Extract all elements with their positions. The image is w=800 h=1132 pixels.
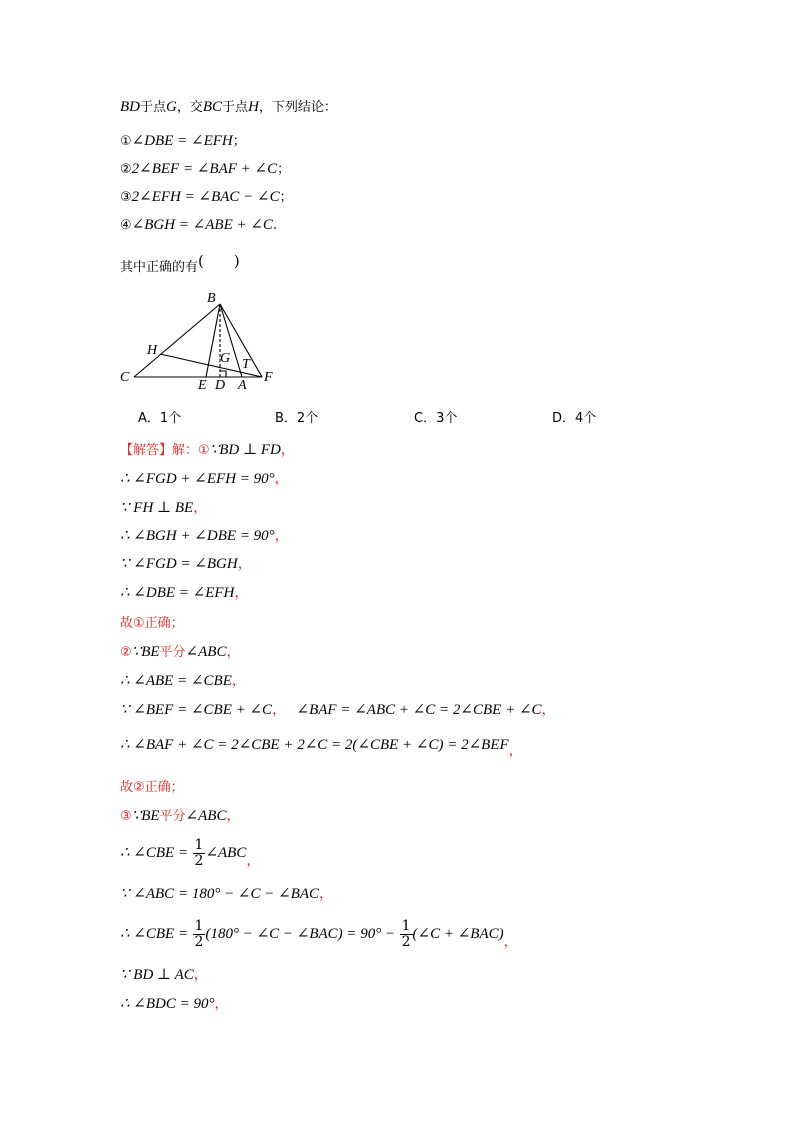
because-sign: ∵ — [131, 644, 142, 660]
comma: ， — [226, 809, 241, 824]
solution-expr: (180° − ∠C − ∠BAC) = 90° − — [205, 926, 396, 942]
solution-line-11 — [120, 806, 240, 827]
conclusion-num: ① — [120, 134, 132, 149]
question-text: 其中正确的有 — [120, 260, 199, 275]
comma: ， — [274, 529, 289, 544]
conclusion-end: . — [272, 218, 278, 233]
conclusion-expr: 2∠BEF = ∠BAF + ∠C — [131, 161, 278, 177]
conclusion-check-2 — [120, 777, 184, 798]
solution-intro: 解： — [172, 443, 199, 458]
solution-line-4 — [120, 526, 289, 547]
comma: ， — [274, 472, 289, 487]
label-d: D — [215, 378, 226, 390]
solution-expr: ∠ABC — [185, 808, 227, 824]
text-conclusions-intro: ，下列结论： — [258, 100, 337, 115]
fraction — [400, 919, 413, 950]
segment-bd: BD — [120, 99, 140, 115]
geometry-figure — [116, 290, 286, 390]
solution-expr: ∵ BD ⊥ AC — [120, 967, 194, 983]
comma: ， — [231, 674, 246, 689]
solution-line-1 — [120, 440, 295, 461]
problem-line-0 — [120, 97, 337, 118]
label-f: F — [264, 370, 273, 385]
solution-expr: ∴ ∠FGD + ∠EFH = 90° — [120, 471, 275, 487]
comma: ， — [541, 703, 556, 718]
label-c: C — [120, 370, 130, 385]
comma: ， — [319, 887, 334, 902]
solution-line-3 — [120, 498, 207, 519]
conclusion-1 — [120, 131, 246, 152]
solution-line-7 — [120, 642, 240, 663]
solution-expr: ∠ABC — [185, 644, 227, 660]
conclusion-end: ； — [232, 134, 246, 149]
comma: ， — [246, 854, 261, 869]
segment-b-f — [220, 304, 262, 377]
conclusion-3 — [120, 187, 293, 208]
label-h: H — [147, 343, 158, 358]
option-letter: B． — [275, 411, 297, 426]
label-g: G — [220, 351, 231, 366]
fraction-numerator: 1 — [401, 917, 411, 934]
comma: ， — [508, 744, 523, 759]
conclusion-text: 故①正确； — [120, 616, 184, 631]
option-a[interactable] — [138, 407, 181, 426]
option-letter: A． — [138, 411, 160, 426]
answer-paren: ( ) — [198, 252, 240, 270]
solution-expr: ∵ ∠FGD = ∠BGH — [120, 556, 238, 572]
conclusion-num: ③ — [120, 190, 132, 205]
conclusion-2 — [120, 159, 290, 180]
solution-expr: ∴ ∠DBE = ∠EFH — [120, 585, 235, 601]
conclusion-expr: ∠BGH = ∠ABE + ∠C — [131, 217, 273, 233]
comma: ， — [193, 968, 208, 983]
solution-line-5 — [120, 554, 252, 575]
fraction-denominator: 2 — [194, 933, 204, 950]
label-a: A — [238, 378, 247, 390]
solution-expr: ∴ ∠CBE = — [120, 926, 189, 942]
point-h: H — [248, 99, 259, 115]
solution-line-10 — [120, 735, 523, 759]
conclusion-check-1 — [120, 613, 184, 634]
solution-expr: ∠BAF = ∠ABC + ∠C = 2∠CBE + ∠C — [296, 702, 542, 718]
solution-expr: ∴ ∠BGH + ∠DBE = 90° — [120, 528, 275, 544]
solution-cn: 平分 — [159, 645, 186, 660]
option-letter: D． — [552, 411, 576, 426]
right-angle-mark — [220, 371, 226, 377]
option-letter: C． — [414, 411, 437, 426]
text-yudian-1: 于点 — [140, 100, 167, 115]
conclusion-end: ； — [277, 162, 291, 177]
text-yudian-2: 于点 — [222, 100, 249, 115]
solution-expr: BE — [141, 644, 160, 660]
solution-tag: 【解答】 — [120, 443, 173, 458]
solution-line-9 — [120, 700, 556, 721]
fraction — [193, 919, 206, 950]
segment-b-a — [220, 304, 242, 377]
solution-line-12 — [120, 836, 260, 871]
solution-expr: ∴ ∠BAF + ∠C = 2∠CBE + 2∠C = 2(∠CBE + ∠C) = 2∠BEF — [120, 737, 509, 753]
conclusion-expr: ∠DBE = ∠EFH — [131, 133, 233, 149]
option-text: 3个 — [436, 411, 458, 426]
segment-c-b — [134, 304, 220, 377]
comma: ， — [503, 935, 518, 950]
option-c[interactable] — [414, 407, 457, 426]
fraction-numerator: 1 — [194, 836, 204, 853]
label-e: E — [198, 378, 207, 390]
solution-expr: ∵ ∠ABC = 180° − ∠C − ∠BAC — [120, 886, 320, 902]
comma: ， — [237, 557, 252, 572]
segment-bc: BC — [202, 99, 223, 115]
option-d[interactable] — [552, 407, 596, 426]
fraction-denominator: 2 — [194, 852, 204, 869]
solution-expr: BE — [141, 808, 160, 824]
step-num: ③ — [120, 809, 132, 824]
comma: ， — [226, 645, 241, 660]
option-b[interactable] — [275, 407, 318, 426]
because-sign: ∵ — [131, 808, 142, 824]
comma: ， — [272, 703, 287, 718]
point-g: G — [166, 99, 177, 115]
fraction-denominator: 2 — [401, 933, 411, 950]
conclusion-num: ② — [120, 162, 132, 177]
solution-expr: (∠C + ∠BAC) — [412, 926, 504, 942]
comma: ， — [234, 586, 249, 601]
solution-line-15 — [120, 965, 208, 986]
option-text: 2个 — [296, 411, 319, 426]
conclusion-text: 故②正确； — [120, 780, 184, 795]
option-text: 1个 — [159, 411, 182, 426]
question-line — [120, 252, 240, 278]
option-text: 4个 — [575, 411, 597, 426]
solution-line-14 — [120, 917, 518, 952]
label-b: B — [207, 291, 216, 306]
conclusion-end: ； — [279, 190, 293, 205]
solution-cn: 平分 — [159, 809, 186, 824]
conclusion-num: ④ — [120, 218, 132, 233]
fraction-numerator: 1 — [194, 917, 204, 934]
solution-expr: ∴ ∠BDC = 90° — [120, 996, 215, 1012]
conclusion-4 — [120, 215, 277, 236]
solution-expr: ∵ ∠BEF = ∠CBE + ∠C — [120, 702, 273, 718]
solution-line-6 — [120, 583, 248, 604]
solution-expr: ∠ABC — [205, 845, 247, 861]
solution-expr: ∴ ∠ABE = ∠CBE — [120, 673, 232, 689]
label-t: T — [242, 357, 250, 372]
solution-expr: BD ⊥ FD — [219, 442, 281, 458]
solution-line-2 — [120, 469, 289, 490]
solution-line-16 — [120, 994, 228, 1015]
comma: ， — [193, 501, 208, 516]
step-num: ② — [120, 645, 132, 660]
solution-expr: ∴ ∠CBE = — [120, 845, 189, 861]
solution-line-13 — [120, 884, 333, 905]
fraction — [193, 838, 206, 869]
text-jiao: ，交 — [176, 100, 203, 115]
solution-line-8 — [120, 671, 246, 692]
step-num: ① — [198, 443, 210, 458]
because-sign: ∵ — [209, 442, 220, 458]
comma: ， — [214, 997, 229, 1012]
conclusion-expr: 2∠EFH = ∠BAC − ∠C — [131, 189, 280, 205]
comma: ， — [280, 443, 295, 458]
solution-expr: ∵ FH ⊥ BE — [120, 500, 194, 516]
